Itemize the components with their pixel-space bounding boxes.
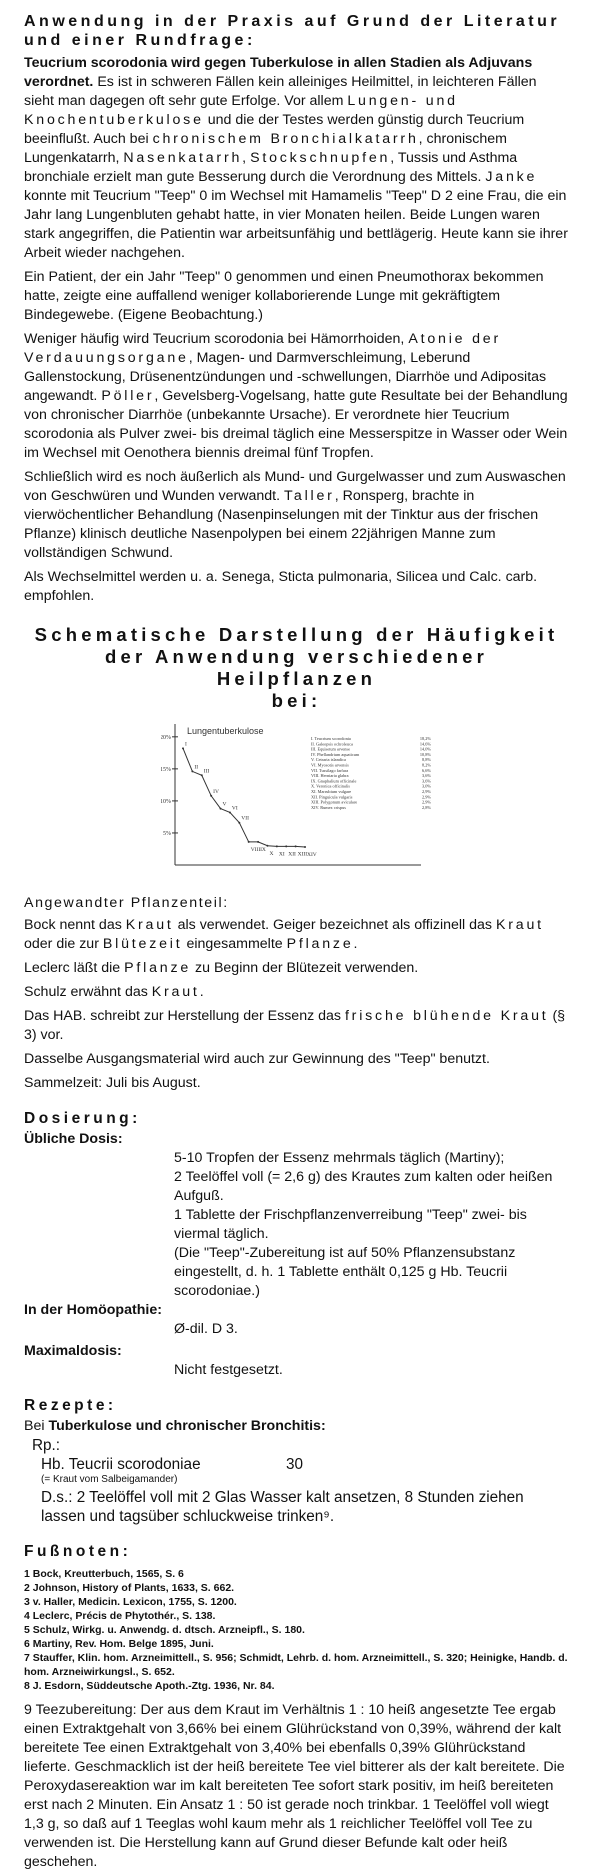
- emphasis-text: Pflanze: [124, 960, 192, 976]
- emphasis-text: Taller: [284, 488, 335, 504]
- footnote-item: 7 Stauffer, Klin. hom. Arzneimittell., S. 956; Schmidt, Lehrb. d. hom. Arzneimittell., S. 320; Heinigke, Handb. d. hom. Arzneiwirkungsl., S. 652.: [24, 1652, 568, 1678]
- text-run: Es ist in schweren Fällen kein alleiniges Heilmittel, in leichteren Fällen sieht man dagegen oft sehr gute Erfolge. Vor allem: [24, 74, 537, 109]
- rezept-amount: 30: [286, 1456, 304, 1473]
- legend-value: 8,2%: [422, 762, 431, 768]
- legend-value: 10,8%: [419, 751, 431, 757]
- legend-entry: X. Veronica officinalis: [311, 783, 350, 789]
- ubliche-dosis-label: Übliche Dosis:: [24, 1131, 123, 1147]
- text-run: .: [353, 936, 358, 952]
- text-run: als verwendet. Geiger bezeichnet als offizinell das: [173, 917, 496, 933]
- dosierung-heading: Dosierung:: [24, 1110, 141, 1127]
- text-run: Schließlich wird es noch äußerlich als Mund- und Gurgelwasser und zum Auswaschen von Geschwüren und Wunden verwandt.: [24, 469, 566, 504]
- data-point: [276, 845, 278, 847]
- y-tick-label: 10%: [161, 798, 171, 805]
- legend-value: 3,6%: [422, 778, 431, 784]
- footnote-item: 3 v. Haller, Medicin. Lexicon, 1755, S. 1200.: [24, 1596, 237, 1608]
- legend-entry: XIII. Polygonum aviculare: [311, 799, 358, 805]
- footnote-item: 4 Leclerc, Précis de Phytothér., S. 138.: [24, 1610, 216, 1622]
- data-point: [220, 808, 222, 810]
- emphasis-text: Stockschnupfen: [250, 150, 391, 166]
- footnote-list: [24, 1567, 569, 1693]
- paragraph-hab: [24, 1007, 569, 1045]
- homoeopathie-value: Ø-dil. D 3.: [174, 1321, 238, 1337]
- frequency-chart: [161, 720, 444, 880]
- legend-value: 8,8%: [422, 757, 431, 763]
- data-point: [266, 845, 268, 847]
- plant-part-heading: Angewandter Pflanzenteil:: [24, 895, 229, 911]
- data-point: [201, 774, 203, 776]
- paragraph-haemorrhoiden: [24, 330, 569, 463]
- data-point: [248, 841, 250, 843]
- maximaldosis-label: Maximaldosis:: [24, 1343, 122, 1359]
- legend-value: 2,9%: [422, 794, 431, 800]
- rezept-block: [24, 1436, 569, 1526]
- footnote-item: 6 Martiny, Rev. Hom. Belge 1895, Juni.: [24, 1638, 214, 1650]
- legend-value: 14,0%: [419, 746, 431, 752]
- text-run: Weniger häufig wird Teucrium scorodonia bei Hämorrhoiden,: [24, 331, 409, 347]
- text-run: .: [199, 984, 204, 1000]
- emphasis-text: Pöller: [101, 388, 155, 404]
- text-run: Schulz erwähnt das: [24, 984, 152, 1000]
- legend-value: 6,6%: [422, 767, 431, 773]
- paragraph-kraut: [24, 916, 569, 954]
- legend-entry: VIII. Herniaria glabra: [311, 773, 349, 779]
- text-run: , Gevelsberg-Vogelsang, hatte gute Resultate bei der Behandlung von chronischer Diarrhöe (unbekannte Ursache). Er verordnete hier Teucrium scorodonia als Pulver zwei- bis dreimal täglich eine Messerspitze in Wasser oder Wein im Wechsel mit Oenothera biennis dreimal fünf Tropfen.: [24, 388, 568, 461]
- point-label: XII: [288, 851, 296, 858]
- rezept-rp: Rp.:: [32, 1437, 61, 1454]
- dose-line: 2 Teelöffel voll (= 2,6 g) des Krautes zum kalten oder heißen Aufguß.: [174, 1169, 553, 1204]
- legend-value: 2,8%: [422, 804, 431, 810]
- text-run: , Tussis und Asthma bronchiale erzielt man gute Besserung durch die Verordnung des Mittels.: [24, 150, 518, 185]
- text-run: Bock nennt das: [24, 917, 126, 933]
- legend-entry: VI. Myosotis arvensis: [311, 762, 349, 768]
- footnote-item: 1 Bock, Kreutterbuch, 1565, S. 6: [24, 1568, 184, 1580]
- legend-value: 18,2%: [419, 736, 431, 741]
- text-run: eingesammelte: [182, 936, 287, 952]
- text-run: Das HAB. schreibt zur Herstellung der Essenz das: [24, 1008, 345, 1024]
- point-label: VI: [231, 805, 238, 812]
- legend-entry: IV. Phellandrium aquaticum: [311, 751, 360, 757]
- legend-value: 3,0%: [422, 783, 431, 789]
- legend-entry: V. Cetraria islandica: [311, 757, 346, 763]
- data-point: [191, 770, 193, 772]
- text-run: und die der Testes werden günstig durch Teucrium beeinflußt. Auch bei: [24, 112, 525, 147]
- y-tick-label: 15%: [161, 766, 171, 773]
- paragraph-schulz: [24, 983, 569, 1002]
- dose-line: 1 Tablette der Frischpflanzenverreibung "Teep" zwei- bis viermal täglich.: [174, 1207, 527, 1242]
- paragraph-tuberkulose: [24, 54, 569, 263]
- legend-entry: XII. Pinguicula vulgaris: [311, 794, 353, 800]
- legend-entry: II. Galeopsis ochroleuca: [311, 741, 353, 747]
- emphasis-text: Kraut: [495, 917, 544, 933]
- point-label: III: [203, 768, 210, 775]
- rezept-ingredient: Hb. Teucrii scorodoniae: [41, 1456, 201, 1473]
- point-label: IV: [213, 788, 219, 795]
- rezept-instructions: D.s.: 2 Teelöffel voll mit 2 Glas Wasser kalt ansetzen, 8 Stunden ziehen lassen und tagsüber schluckweise trinken⁹.: [41, 1489, 524, 1525]
- chart-section-heading: Schematische Darstellung der Häufigkeit der Anwendung verschiedener Heilpflanzen bei:: [34, 624, 559, 711]
- emphasis-text: Nasenkatarrh: [123, 150, 243, 166]
- rezepte-heading: Rezepte:: [24, 1397, 117, 1414]
- emphasis-text: Atonie der Verdauungsorgane: [24, 331, 501, 366]
- legend-entry: XI. Marrubium vulgare: [311, 789, 352, 794]
- emphasis-text: Kraut: [125, 917, 174, 933]
- point-label: II: [194, 764, 199, 771]
- data-point: [304, 846, 306, 848]
- footnote-9-tea: 9 Teezubereitung: Der aus dem Kraut im Verhältnis 1 : 10 heiß angesetzte Tee ergab einen Extraktgehalt von 3,66% bei einem Glührückstand von 0,39%, während der kalt bereitete Tee einen Extraktgehalt von 3,40% bei ebenfalls 0,39% Glührückstand lieferte. Geschmacklich ist der heiß bereitete Tee viel bitterer als der kalt bereitete. Die Peroxydasereaktion war im kalt bereiteten Tee sofort stark positiv, im heiß bereiteten erst nach 2 Minuten. Ein Ansatz 1 : 50 ist gerade noch trinkbar. 1 Teelöffel voll wiegt 1,3 g, so daß auf 1 Teeglas wohl kaum mehr als 1 reichlicher Teelöffel voll Tee zu verwenden ist. Die Herstellung kann auf Grund dieser Befunde kalt oder heiß geschehen.: [24, 1702, 565, 1870]
- bold-text: Teucrium scorodonia wird gegen Tuberkulose in allen Stadien als Adjuvans verordnet.: [24, 55, 533, 90]
- y-tick-label: 20%: [161, 734, 171, 741]
- emphasis-text: Kraut: [151, 984, 200, 1000]
- chart-title: Lungentuberkulose: [187, 726, 264, 736]
- data-point: [229, 811, 231, 813]
- point-label: IX: [260, 846, 266, 853]
- ubliche-dosis-block: [24, 1149, 569, 1301]
- text-run: , chronischem Lungenkatarrh,: [24, 131, 507, 166]
- dose-line: (Die "Teep"-Zubereitung ist auf 50% Pflanzensubstanz eingestellt, d. h. 1 Tablette enthält 0,125 g Hb. Teucrii scorodoniae.): [174, 1245, 516, 1299]
- fussnoten-heading: Fußnoten:: [24, 1543, 132, 1560]
- paragraph-leclerc: [24, 959, 569, 978]
- point-label: I: [185, 741, 187, 748]
- section-heading-praxis: Anwendung in der Praxis auf Grund der Literatur und einer Rundfrage:: [24, 13, 561, 49]
- text-run: konnte mit Teucrium "Teep" 0 im Wechsel mit Hamamelis "Teep" D 2 eine Frau, die ein Jahr lang Lungenbluten gehabt hatte, in vier Monaten heilen. Beide Lungen waren stark angegriffen, die Patientin war arbeitsunfähig und bettlägerig. Heute kann sie ihrer Arbeit wieder nachgehen.: [24, 188, 568, 261]
- point-label: VIII: [250, 846, 261, 853]
- frequency-chart-svg: [161, 720, 444, 880]
- paragraph-wechselmittel: Als Wechselmittel werden u. a. Senega, Sticta pulmonaria, Silicea und Calc. carb. empfohlen.: [24, 569, 538, 604]
- point-label: XI: [278, 851, 285, 858]
- data-point: [257, 841, 259, 843]
- dose-line: 5-10 Tropfen der Essenz mehrmals täglich (Martiny);: [174, 1150, 505, 1166]
- text-run: ,: [242, 150, 251, 166]
- data-point: [285, 845, 287, 847]
- legend-value: 3,6%: [422, 773, 431, 779]
- legend-value: 2,9%: [422, 799, 431, 805]
- paragraph-teep-material: Dasselbe Ausgangsmaterial wird auch zur Gewinnung des "Teep" benutzt.: [24, 1051, 490, 1067]
- legend-entry: VII. Tussilago farfara: [311, 767, 349, 773]
- emphasis-text: Lungen- und Knochentuberkulose: [24, 93, 458, 128]
- legend-entry: XIV. Rumex crispus: [311, 804, 346, 810]
- data-point: [295, 845, 297, 847]
- paragraph-aeusserlich: [24, 468, 569, 563]
- rezept-ingredient-row: [32, 1455, 569, 1474]
- text-run: oder die zur: [24, 936, 103, 952]
- paragraph-pneumothorax: Ein Patient, der ein Jahr "Teep" 0 genommen und einen Pneumothorax bekommen hatte, zeigte eine auffallend weniger kollaborierende Lunge mit gekräftigtem Bindegewebe. (Eigene Beobachtung.): [24, 269, 544, 323]
- point-label: VII: [241, 815, 249, 822]
- legend-value: 14,6%: [419, 741, 431, 747]
- point-label: XIII: [297, 851, 308, 858]
- data-point: [182, 747, 184, 749]
- text-run: Leclerc läßt die: [24, 960, 125, 976]
- text-run: , Ronsperg, brachte in vierwöchentlicher Behandlung (Nasenpinselungen mit der Tinktur aus der frischen Pflanze) klinisch deutliche Nasenpolypen bei einem 22jährigen Manne zum vollständigen Schwund.: [24, 488, 539, 561]
- legend-value: 2,9%: [422, 789, 431, 794]
- legend-entry: I. Teucrium scorodonia: [311, 736, 351, 741]
- paragraph-sammelzeit: Sammelzeit: Juli bis August.: [24, 1075, 201, 1091]
- legend-entry: III. Equisetum arvense: [311, 746, 351, 752]
- y-tick-label: 5%: [163, 830, 171, 837]
- text-run: , Magen- und Darmverschleimung, Leberund Gallenstockung, Drüsenentzündungen und -schwellungen, Diarrhöe und Adipositas angewandt.: [24, 350, 547, 404]
- text-run: (§ 3) vor.: [24, 1008, 566, 1043]
- rezept-note: (= Kraut vom Salbeigamander): [41, 1474, 178, 1485]
- maximaldosis-value: Nicht festgesetzt.: [174, 1362, 283, 1378]
- emphasis-text: frische blühende Kraut: [344, 1008, 549, 1024]
- legend-entry: IX. Gnaphalium officinale: [311, 778, 357, 784]
- emphasis-text: Janke: [485, 169, 538, 185]
- point-label: XIV: [307, 852, 317, 859]
- point-label: V: [222, 801, 227, 808]
- data-point: [210, 795, 212, 797]
- rezept-intro: Bei Tuberkulose und chronischer Bronchitis:: [24, 1418, 326, 1434]
- series-line: [183, 748, 305, 847]
- emphasis-text: Blütezeit: [102, 936, 183, 952]
- footnote-item: 5 Schulz, Wirkg. u. Anwendg. d. dtsch. Arzneipfl., S. 180.: [24, 1624, 305, 1636]
- emphasis-text: chronischem Bronchialkatarrh: [152, 131, 419, 147]
- data-point: [238, 822, 240, 824]
- footnote-item: 8 J. Esdorn, Süddeutsche Apoth.-Ztg. 1936, Nr. 84.: [24, 1680, 275, 1692]
- text-run: zu Beginn der Blütezeit verwenden.: [191, 960, 419, 976]
- homoeopathie-label: In der Homöopathie:: [24, 1302, 162, 1318]
- emphasis-text: Pflanze: [286, 936, 354, 952]
- footnote-item: 2 Johnson, History of Plants, 1633, S. 662.: [24, 1582, 235, 1594]
- point-label: X: [269, 850, 274, 857]
